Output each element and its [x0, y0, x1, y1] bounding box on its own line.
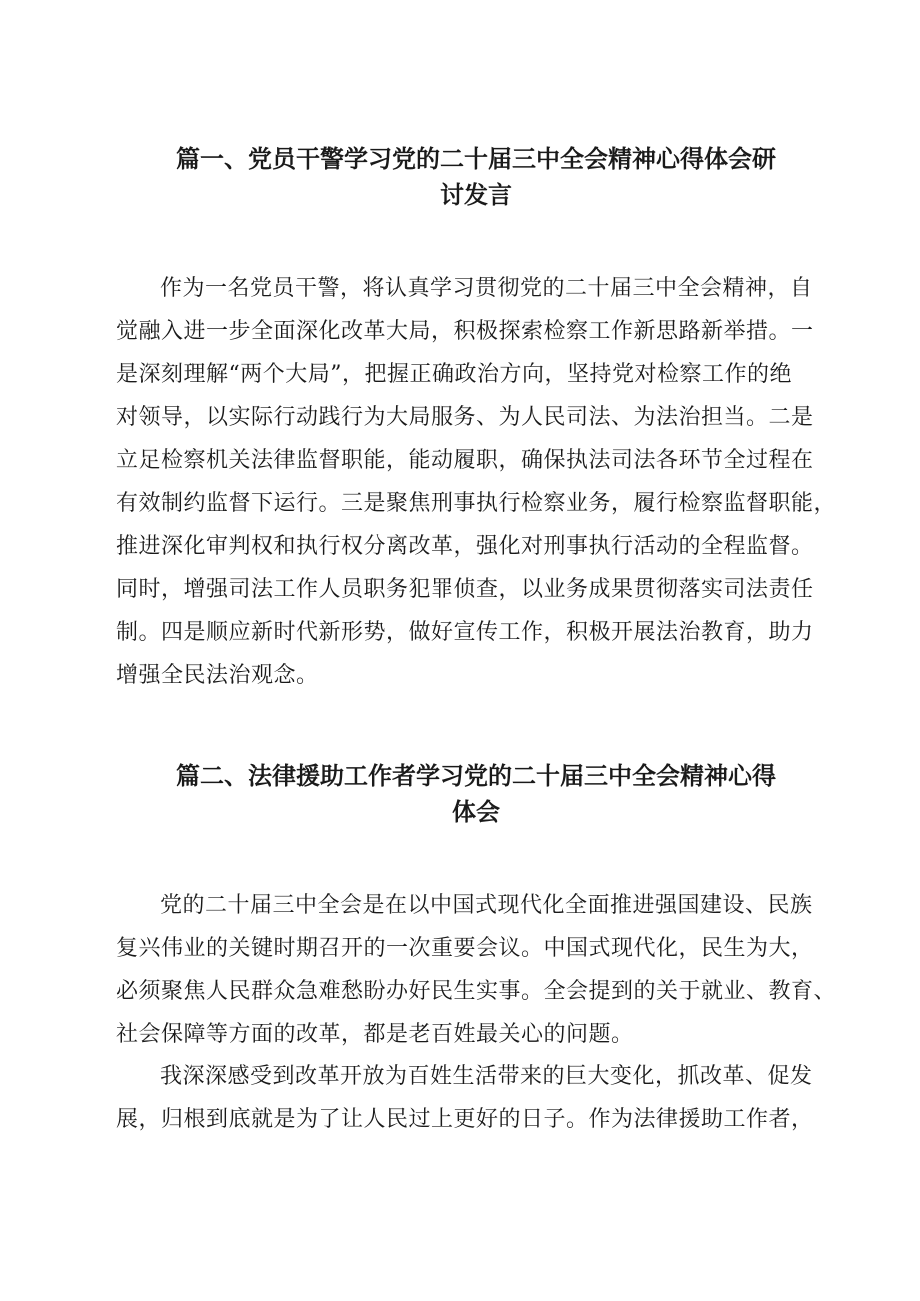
text-line: 社会保障等方面的改革，都是老百姓最关心的问题。: [116, 1022, 634, 1047]
text-line: 是深刻理解“两个大局”，把握正确政治方向，坚持党对检察工作的绝: [116, 362, 792, 387]
text-line: 有效制约监督下运行。三是聚焦刑事执行检察业务，履行检察监督职能，: [116, 491, 837, 516]
text-line: 立足检察机关法律监督职能，能动履职，确保执法司法各环节全过程在: [116, 448, 814, 473]
section-2-paragraph-1: [116, 884, 846, 1056]
text-line: 必须聚焦人民群众急难愁盼办好民生实事。全会提到的关于就业、教育、: [116, 979, 837, 1004]
text-line: 展，归根到底就是为了让人民过上更好的日子。作为法律援助工作者，: [116, 1107, 814, 1132]
section-1-heading: [120, 141, 832, 213]
text-line: 制。四是顺应新时代新形势，做好宣传工作，积极开展法治教育，助力: [116, 620, 814, 645]
text-line: 同时，增强司法工作人员职务犯罪侦查，以业务成果贯彻落实司法责任: [116, 577, 814, 602]
heading-line: 篇一、党员干警学习党的二十届三中全会精神心得体会研: [176, 145, 776, 173]
heading-line: 讨发言: [440, 181, 512, 209]
text-line: 复兴伟业的关键时期召开的一次重要会议。中国式现代化，民生为大，: [116, 936, 814, 961]
section-2-heading: [120, 758, 832, 830]
text-line: 增强全民法治观念。: [116, 663, 319, 688]
heading-line: 篇二、法律援助工作者学习党的二十届三中全会精神心得: [176, 762, 776, 790]
section-1-paragraph: [116, 267, 846, 697]
text-line: 推进深化审判权和执行权分离改革，强化对刑事执行活动的全程监督。: [116, 534, 814, 559]
text-line: 觉融入进一步全面深化改革大局，积极探索检察工作新思路新举措。一: [116, 319, 814, 344]
text-line: 对领导，以实际行动践行为大局服务、为人民司法、为法治担当。二是: [116, 405, 814, 430]
text-line: 党的二十届三中全会是在以中国式现代化全面推进强国建设、民族: [160, 893, 813, 918]
text-line: 作为一名党员干警，将认真学习贯彻党的二十届三中全会精神，自: [160, 276, 813, 301]
heading-line: 体会: [452, 798, 500, 826]
section-2-paragraph-2: [116, 1055, 846, 1141]
text-line: 我深深感受到改革开放为百姓生活带来的巨大变化，抓改革、促发: [160, 1064, 813, 1089]
